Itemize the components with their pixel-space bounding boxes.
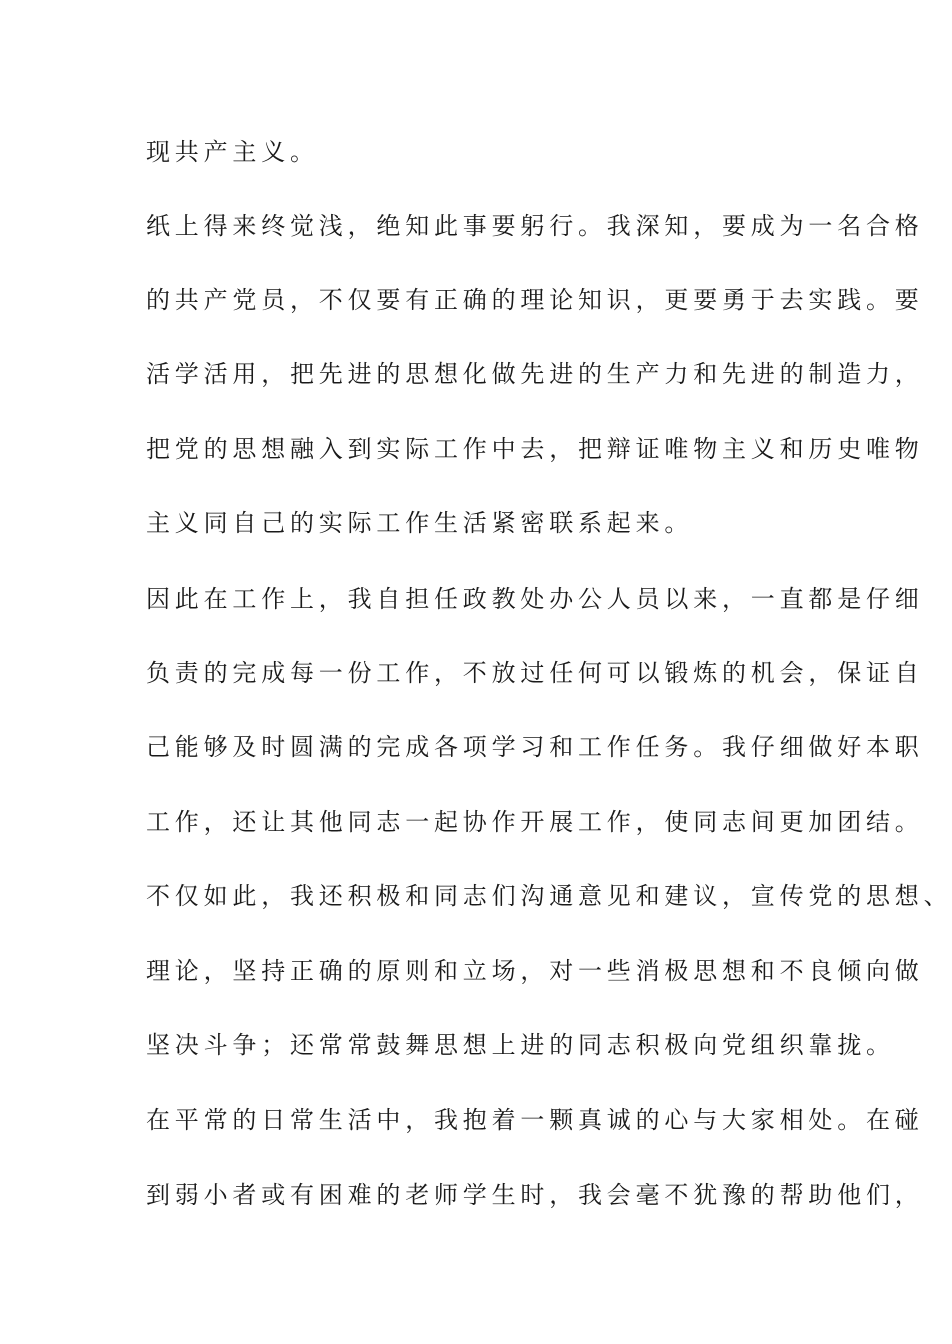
text-line: 现共产主义。 [146, 138, 319, 166]
text-line: 的共产党员，不仅要有正确的理论知识，更要勇于去实践。要 [146, 286, 924, 314]
text-line: 理论，坚持正确的原则和立场，对一些消极思想和不良倾向做 [146, 957, 924, 985]
text-line: 活学活用，把先进的思想化做先进的生产力和先进的制造力， [146, 360, 924, 388]
text-line: 把党的思想融入到实际工作中去，把辩证唯物主义和历史唯物 [146, 435, 924, 463]
text-line: 负责的完成每一份工作，不放过任何可以锻炼的机会，保证自 [146, 659, 924, 687]
text-line: 坚决斗争；还常常鼓舞思想上进的同志积极向党组织靠拢。 [146, 1031, 895, 1059]
text-line: 到弱小者或有困难的老师学生时，我会毫不犹豫的帮助他们， [146, 1181, 924, 1209]
text-line: 主义同自己的实际工作生活紧密联系起来。 [146, 509, 694, 537]
text-line: 在平常的日常生活中，我抱着一颗真诚的心与大家相处。在碰 [146, 1106, 924, 1134]
text-line: 己能够及时圆满的完成各项学习和工作任务。我仔细做好本职 [146, 733, 924, 761]
text-line: 纸上得来终觉浅，绝知此事要躬行。我深知，要成为一名合格 [146, 212, 924, 240]
text-line: 工作，还让其他同志一起协作开展工作，使同志间更加团结。 [146, 808, 924, 836]
text-line: 因此在工作上，我自担任政教处办公人员以来，一直都是仔细 [146, 585, 924, 613]
text-line: 不仅如此，我还积极和同志们沟通意见和建议，宣传党的思想、 [146, 882, 952, 910]
